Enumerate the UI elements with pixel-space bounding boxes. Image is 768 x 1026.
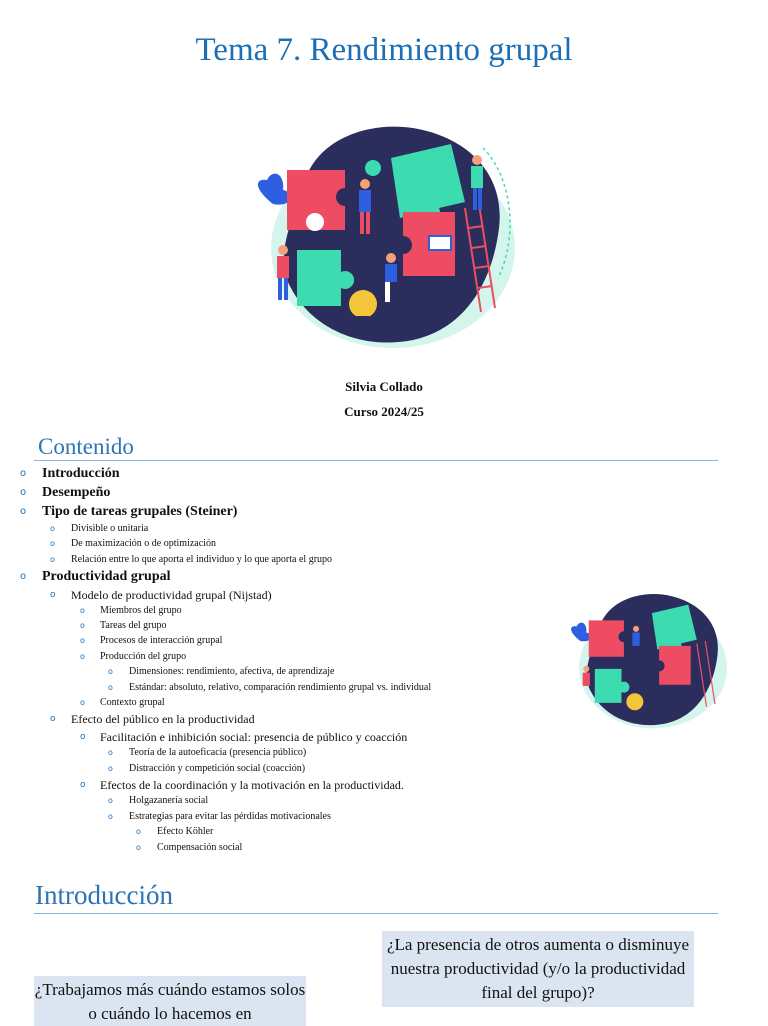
- author-name: Silvia Collado: [345, 379, 423, 394]
- chat-bubble-icon: [306, 213, 324, 231]
- course-label: Curso 2024/25: [344, 404, 424, 419]
- intro-heading: Introducción: [35, 880, 173, 910]
- puzzle-teamwork-illustration-small: [562, 582, 732, 734]
- chat-bubble-icon: [365, 160, 381, 176]
- callout-question-left: ¿Trabajamos más cuándo estamos solos o cuándo lo hacemos en: [34, 976, 306, 1026]
- puzzle-teamwork-illustration: [243, 108, 523, 356]
- toc-divider: [34, 460, 718, 461]
- envelope-icon: [429, 236, 451, 250]
- lightbulb-icon: [349, 290, 377, 318]
- document-title: Tema 7. Rendimiento grupal: [195, 32, 573, 68]
- toc-heading: Contenido: [38, 434, 134, 459]
- intro-divider: [34, 913, 718, 914]
- callout-question-right: ¿La presencia de otros aumenta o disminuye nuestra productividad (y/o la productividad final del grupo)?: [382, 931, 694, 1007]
- leaf-icon: [258, 174, 290, 205]
